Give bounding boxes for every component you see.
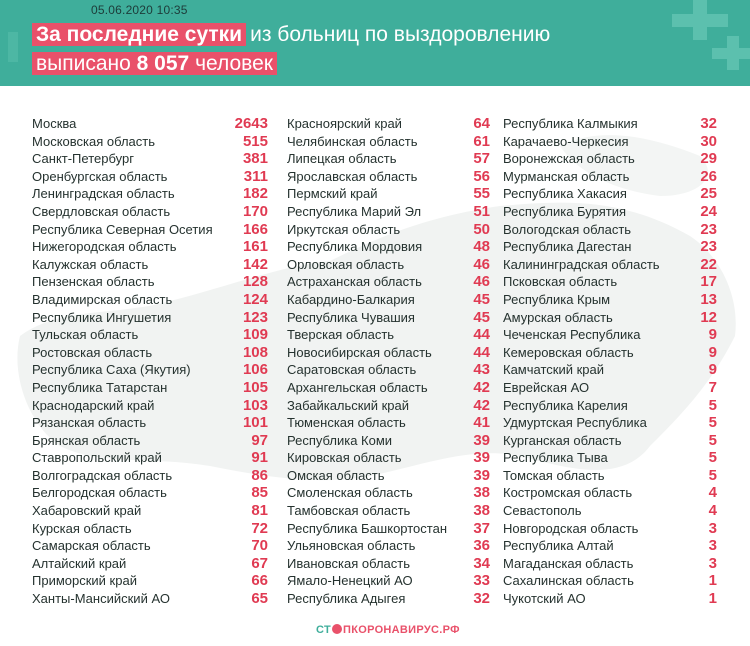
recovered-count: 12 xyxy=(700,308,717,326)
recovered-count: 5 xyxy=(708,449,717,467)
region-row xyxy=(287,168,490,186)
region-name: Мурманская область xyxy=(503,168,630,184)
region-row xyxy=(503,273,717,291)
region-name: Псковская область xyxy=(503,274,618,290)
region-name: Краснодарский край xyxy=(32,397,155,413)
region-row xyxy=(287,449,490,467)
region-row xyxy=(287,344,490,362)
regions-column-2 xyxy=(287,115,490,608)
recovered-count: 9 xyxy=(708,361,717,379)
region-row xyxy=(503,572,717,590)
region-row xyxy=(503,361,717,379)
recovered-count: 106 xyxy=(242,361,268,379)
region-name: Нижегородская область xyxy=(32,239,177,255)
region-name: Республика Ингушетия xyxy=(32,309,172,325)
region-name: Республика Северная Осетия xyxy=(32,221,213,237)
recovered-count: 3 xyxy=(708,554,717,572)
recovered-count: 38 xyxy=(473,502,490,520)
footer xyxy=(0,616,750,646)
region-name: Томская область xyxy=(503,467,605,483)
recovered-count: 311 xyxy=(243,167,268,185)
region-row xyxy=(503,168,717,186)
recovered-count: 105 xyxy=(242,378,268,396)
recovered-count: 42 xyxy=(473,378,490,396)
region-name: Курганская область xyxy=(503,432,622,448)
headline-number: 8 057 xyxy=(136,52,190,75)
region-row xyxy=(503,484,717,502)
recovered-count: 81 xyxy=(251,502,268,520)
report-date: 05.06.2020 10:35 xyxy=(91,3,188,17)
region-row xyxy=(503,221,717,239)
region-row xyxy=(32,361,268,379)
headline-prefix: выписано xyxy=(36,52,131,75)
region-name: Оренбургская область xyxy=(32,168,168,184)
recovered-count: 46 xyxy=(473,255,490,273)
region-row xyxy=(32,467,268,485)
stopcoronavirus-logo xyxy=(316,624,460,636)
region-row xyxy=(287,361,490,379)
recovered-count: 46 xyxy=(473,273,490,291)
region-name: Вологодская область xyxy=(503,221,632,237)
recovered-count: 9 xyxy=(708,343,717,361)
region-name: Ростовская область xyxy=(32,344,153,360)
region-row xyxy=(287,432,490,450)
recovered-count: 30 xyxy=(700,132,717,150)
region-row xyxy=(287,484,490,502)
region-row xyxy=(32,185,268,203)
recovered-count: 2643 xyxy=(234,115,268,132)
region-name: Московская область xyxy=(32,133,156,149)
recovered-count: 124 xyxy=(242,290,268,308)
region-name: Воронежская область xyxy=(503,151,635,167)
region-row xyxy=(503,590,717,608)
region-row xyxy=(32,203,268,221)
region-name: Хабаровский край xyxy=(32,503,142,519)
region-row xyxy=(503,467,717,485)
region-name: Калининградская область xyxy=(503,256,660,272)
region-row xyxy=(503,203,717,221)
recovered-count: 13 xyxy=(700,290,717,308)
recovered-count: 66 xyxy=(251,572,268,590)
region-name: Санкт-Петербург xyxy=(32,151,134,167)
recovered-count: 57 xyxy=(473,150,490,168)
region-row xyxy=(32,309,268,327)
headline-line-1 xyxy=(32,22,550,48)
region-row xyxy=(503,502,717,520)
region-row xyxy=(503,150,717,168)
region-row xyxy=(287,150,490,168)
recovered-count: 3 xyxy=(708,537,717,555)
recovered-count: 67 xyxy=(251,554,268,572)
recovered-count: 1 xyxy=(708,590,717,608)
region-name: Белгородская область xyxy=(32,485,167,501)
region-name: Брянская область xyxy=(32,432,141,448)
region-name: Республика Мордовия xyxy=(287,239,423,255)
recovered-count: 166 xyxy=(242,220,268,238)
recovered-count: 5 xyxy=(708,466,717,484)
region-name: Республика Бурятия xyxy=(503,203,627,219)
recovered-count: 70 xyxy=(251,537,268,555)
region-row xyxy=(32,520,268,538)
region-name: Самарская область xyxy=(32,538,151,554)
region-row xyxy=(287,572,490,590)
region-row xyxy=(503,537,717,555)
region-row xyxy=(32,555,268,573)
region-name: Ханты-Мансийский АО xyxy=(32,591,170,607)
region-name: Республика Коми xyxy=(287,432,393,448)
region-row xyxy=(32,502,268,520)
region-row xyxy=(503,397,717,415)
region-row xyxy=(32,115,268,133)
region-row xyxy=(32,326,268,344)
region-name: Республика Башкортостан xyxy=(287,520,447,536)
region-name: Республика Чувашия xyxy=(287,309,415,325)
region-row xyxy=(503,326,717,344)
headline-rest: из больниц по выздоровлению xyxy=(250,23,551,46)
region-row xyxy=(287,256,490,274)
recovered-count: 103 xyxy=(242,396,268,414)
recovered-count: 38 xyxy=(473,484,490,502)
region-row xyxy=(503,291,717,309)
region-name: Ярославская область xyxy=(287,168,418,184)
region-name: Республика Хакасия xyxy=(503,186,627,202)
region-name: Республика Карелия xyxy=(503,397,628,413)
region-row xyxy=(503,133,717,151)
region-row xyxy=(287,115,490,133)
region-row xyxy=(287,379,490,397)
region-row xyxy=(503,309,717,327)
region-name: Кемеровская область xyxy=(503,344,634,360)
recovered-count: 42 xyxy=(473,396,490,414)
recovered-count: 55 xyxy=(473,185,490,203)
region-row xyxy=(287,467,490,485)
region-name: Ставропольский край xyxy=(32,450,162,466)
recovered-count: 170 xyxy=(242,202,268,220)
recovered-count: 109 xyxy=(242,326,268,344)
region-row xyxy=(503,344,717,362)
recovered-count: 61 xyxy=(473,132,490,150)
region-name: Владимирская область xyxy=(32,291,173,307)
recovered-count: 34 xyxy=(473,554,490,572)
region-name: Забайкальский край xyxy=(287,397,410,413)
region-row xyxy=(32,256,268,274)
region-name: Волгоградская область xyxy=(32,467,173,483)
region-name: Республика Саха (Якутия) xyxy=(32,362,191,378)
region-row xyxy=(32,484,268,502)
region-name: Архангельская область xyxy=(287,379,428,395)
region-row xyxy=(503,115,717,133)
region-row xyxy=(32,168,268,186)
region-row xyxy=(287,309,490,327)
region-row xyxy=(287,238,490,256)
region-row xyxy=(32,397,268,415)
region-name: Ленинградская область xyxy=(32,186,175,202)
region-name: Саратовская область xyxy=(287,362,417,378)
recovered-count: 41 xyxy=(473,414,490,432)
region-name: Костромская область xyxy=(503,485,633,501)
decorative-cross-icon xyxy=(672,14,728,27)
logo-text-end: ПКОРОНАВИРУС.РФ xyxy=(343,624,460,636)
region-row xyxy=(32,344,268,362)
recovered-count: 29 xyxy=(700,150,717,168)
region-name: Карачаево-Черкесия xyxy=(503,133,629,149)
region-name: Новосибирская область xyxy=(287,344,432,360)
region-name: Красноярский край xyxy=(287,116,402,131)
region-name: Кировская область xyxy=(287,450,402,466)
region-name: Смоленская область xyxy=(287,485,413,501)
recovered-count: 17 xyxy=(700,273,717,291)
recovered-count: 108 xyxy=(242,343,268,361)
recovered-count: 36 xyxy=(473,537,490,555)
region-row xyxy=(287,397,490,415)
region-name: Республика Тыва xyxy=(503,450,608,466)
recovered-count: 515 xyxy=(242,132,268,150)
region-row xyxy=(503,414,717,432)
region-name: Свердловская область xyxy=(32,203,171,219)
recovered-count: 86 xyxy=(251,466,268,484)
region-row xyxy=(287,414,490,432)
recovered-count: 39 xyxy=(473,466,490,484)
region-name: Еврейская АО xyxy=(503,379,590,395)
headline-line-2 xyxy=(32,51,277,77)
region-row xyxy=(32,590,268,608)
region-name: Кабардино-Балкария xyxy=(287,291,415,307)
recovered-count: 72 xyxy=(251,519,268,537)
headline-suffix: человек xyxy=(195,52,273,75)
recovered-count: 23 xyxy=(700,220,717,238)
recovered-count: 45 xyxy=(473,290,490,308)
region-row xyxy=(287,185,490,203)
recovered-count: 182 xyxy=(242,185,268,203)
recovered-count: 50 xyxy=(473,220,490,238)
region-name: Ямало-Ненецкий АО xyxy=(287,573,413,589)
region-row xyxy=(287,273,490,291)
recovered-count: 97 xyxy=(251,431,268,449)
region-row xyxy=(287,221,490,239)
region-row xyxy=(287,502,490,520)
recovered-count: 33 xyxy=(473,572,490,590)
recovered-count: 5 xyxy=(708,396,717,414)
recovered-count: 4 xyxy=(708,502,717,520)
region-row xyxy=(32,432,268,450)
recovered-count: 43 xyxy=(473,361,490,379)
region-name: Амурская область xyxy=(503,309,613,325)
region-row xyxy=(32,537,268,555)
region-name: Ивановская область xyxy=(287,555,410,571)
region-name: Тамбовская область xyxy=(287,503,411,519)
recovered-count: 128 xyxy=(242,273,268,291)
recovered-count: 381 xyxy=(242,150,268,168)
region-name: Республика Алтай xyxy=(503,538,614,554)
recovered-count: 5 xyxy=(708,431,717,449)
region-row xyxy=(503,520,717,538)
region-row xyxy=(503,238,717,256)
regions-column-3 xyxy=(503,115,717,608)
region-name: Липецкая область xyxy=(287,151,397,167)
recovered-count: 51 xyxy=(473,202,490,220)
logo-text-start: СТ xyxy=(316,624,331,636)
recovered-count: 7 xyxy=(708,378,717,396)
region-name: Астраханская область xyxy=(287,274,422,290)
region-name: Республика Марий Эл xyxy=(287,203,422,219)
region-name: Тульская область xyxy=(32,327,139,343)
region-row xyxy=(287,133,490,151)
recovered-count: 39 xyxy=(473,431,490,449)
region-name: Камчатский край xyxy=(503,362,604,378)
region-name: Чукотский АО xyxy=(503,591,586,607)
region-name: Республика Адыгея xyxy=(287,591,406,607)
region-name: Чеченская Республика xyxy=(503,327,641,343)
regions-column-1 xyxy=(32,115,268,608)
region-row xyxy=(503,555,717,573)
headline-highlight: За последние сутки xyxy=(32,23,246,46)
recovered-count: 9 xyxy=(708,326,717,344)
recovered-count: 25 xyxy=(700,185,717,203)
recovered-count: 56 xyxy=(473,167,490,185)
recovered-count: 161 xyxy=(242,238,268,256)
region-name: Ульяновская область xyxy=(287,538,416,554)
region-name: Магаданская область xyxy=(503,555,634,571)
region-row xyxy=(287,520,490,538)
region-name: Алтайский край xyxy=(32,555,127,571)
region-row xyxy=(32,291,268,309)
recovered-count: 39 xyxy=(473,449,490,467)
region-name: Тюменская область xyxy=(287,415,406,431)
region-row xyxy=(32,414,268,432)
region-name: Республика Татарстан xyxy=(32,379,168,395)
region-name: Иркутская область xyxy=(287,221,401,237)
region-name: Пензенская область xyxy=(32,274,155,290)
region-row xyxy=(32,379,268,397)
region-row xyxy=(503,379,717,397)
recovered-count: 24 xyxy=(700,202,717,220)
decorative-cross-icon xyxy=(8,32,18,62)
recovered-count: 4 xyxy=(708,484,717,502)
region-name: Тверская область xyxy=(287,327,395,343)
region-name: Москва xyxy=(32,116,77,131)
region-name: Республика Калмыкия xyxy=(503,116,638,131)
region-name: Омская область xyxy=(287,467,385,483)
recovered-count: 123 xyxy=(242,308,268,326)
region-name: Республика Дагестан xyxy=(503,239,632,255)
recovered-count: 32 xyxy=(473,590,490,608)
region-name: Пермский край xyxy=(287,186,378,202)
region-name: Калужская область xyxy=(32,256,149,272)
region-name: Курская область xyxy=(32,520,132,536)
region-row xyxy=(287,326,490,344)
region-row xyxy=(32,221,268,239)
region-row xyxy=(287,203,490,221)
region-row xyxy=(287,537,490,555)
recovered-count: 32 xyxy=(700,115,717,132)
recovered-count: 44 xyxy=(473,343,490,361)
recovered-count: 37 xyxy=(473,519,490,537)
recovered-count: 22 xyxy=(700,255,717,273)
recovered-count: 3 xyxy=(708,519,717,537)
recovered-count: 142 xyxy=(242,255,268,273)
region-name: Республика Крым xyxy=(503,291,611,307)
recovered-count: 91 xyxy=(251,449,268,467)
recovered-count: 5 xyxy=(708,414,717,432)
region-name: Приморский край xyxy=(32,573,137,589)
region-name: Челябинская область xyxy=(287,133,418,149)
recovered-count: 26 xyxy=(700,167,717,185)
region-name: Удмуртская Республика xyxy=(503,415,647,431)
virus-icon xyxy=(332,624,342,634)
header-banner xyxy=(0,0,750,86)
region-row xyxy=(503,432,717,450)
region-row xyxy=(32,449,268,467)
region-row xyxy=(287,555,490,573)
region-row xyxy=(32,150,268,168)
recovered-count: 45 xyxy=(473,308,490,326)
recovered-count: 48 xyxy=(473,238,490,256)
region-row xyxy=(287,291,490,309)
recovered-count: 101 xyxy=(242,414,268,432)
region-row xyxy=(503,256,717,274)
region-row xyxy=(503,185,717,203)
region-name: Новгородская область xyxy=(503,520,639,536)
region-row xyxy=(32,238,268,256)
region-name: Сахалинская область xyxy=(503,573,634,589)
recovered-count: 23 xyxy=(700,238,717,256)
region-row xyxy=(32,133,268,151)
decorative-cross-icon xyxy=(712,48,750,59)
region-row xyxy=(503,449,717,467)
recovered-count: 1 xyxy=(708,572,717,590)
recovered-count: 44 xyxy=(473,326,490,344)
recovered-count: 65 xyxy=(251,590,268,608)
region-row xyxy=(32,572,268,590)
region-name: Рязанская область xyxy=(32,415,147,431)
headline-total xyxy=(32,52,277,75)
region-row xyxy=(287,590,490,608)
region-name: Орловская область xyxy=(287,256,405,272)
region-name: Севастополь xyxy=(503,503,582,519)
recovered-count: 85 xyxy=(251,484,268,502)
region-row xyxy=(32,273,268,291)
recovered-count: 64 xyxy=(473,115,490,132)
